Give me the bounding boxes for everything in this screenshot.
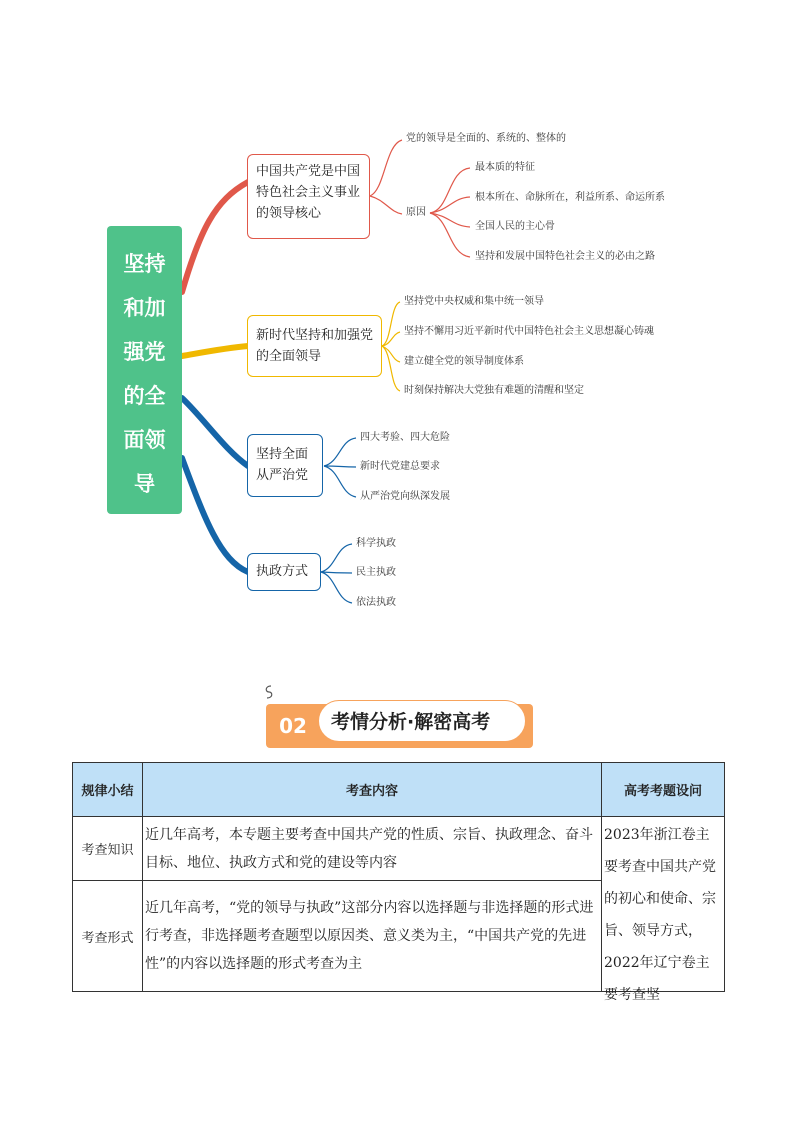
topic-strict-governance: 坚持全面从严治党 [247,434,323,497]
row-label: 考查形式 [73,881,143,992]
table-header-row [73,763,725,817]
leaf: 最本质的特征 [475,162,535,173]
section-title: 考情分析·解密高考 [331,711,491,733]
exam-question-text: 2023年浙江卷主要考查中国共产党的初心和使命、宗旨、领导方式，2022年辽宁卷主要考查坚 [602,817,725,992]
row-label: 考查知识 [73,817,143,881]
leaf: 坚持党中央权威和集中统一领导 [404,296,544,307]
branch-1 [182,182,248,292]
row-content: 近几年高考，本专题主要考查中国共产党的性质、宗旨、执政理念、奋斗目标、地位、执政方式和党的建设等内容 [143,817,602,881]
exam-analysis-table [72,762,725,1003]
leaf: 从严治党向纵深发展 [360,491,450,502]
branch-4 [182,458,248,572]
leaf: 四大考验、四大危险 [360,432,450,443]
section-number: 02 [279,714,307,738]
leaf: 根本所在、命脉所在，利益所系、命运所系 [475,192,665,203]
leaf: 新时代党建总要求 [360,461,440,472]
leaf: 全国人民的主心骨 [475,221,555,232]
header-summary: 规律小结 [73,763,143,817]
row-content: 近几年高考，“党的领导与执政”这部分内容以选择题与非选择题的形式进行考查，非选择题考查题型以原因类、意义类为主，“中国共产党的先进性”的内容以选择题的形式考查为主 [143,881,602,992]
table-row [73,817,725,881]
leaf: 建立健全党的领导制度体系 [404,356,524,367]
leaf: 党的领导是全面的、系统的、整体的 [406,133,566,144]
leaf: 坚持和发展中国特色社会主义的必由之路 [475,251,655,262]
topic-new-era-leadership: 新时代坚持和加强党的全面领导 [247,315,382,377]
leaf: 科学执政 [356,538,396,549]
leaf: 坚持不懈用习近平新时代中国特色社会主义思想凝心铸魂 [404,326,654,337]
leaf: 民主执政 [356,567,396,578]
leaf-reason: 原因 [406,207,426,218]
branch-2 [182,346,248,356]
topic-governing-mode: 执政方式 [247,553,321,591]
banner-title-pill [318,700,526,742]
topic-party-core: 中国共产党是中国特色社会主义事业的领导核心 [247,154,370,239]
header-content: 考查内容 [143,763,602,817]
branch-3 [182,398,248,466]
leaf: 时刻保持解决大党独有难题的清醒和坚定 [404,385,584,396]
leaf: 依法执政 [356,597,396,608]
header-questions: 高考考题设问 [602,763,725,817]
section-banner [266,700,533,748]
mindmap-root: 坚持和加强党的全面领导 [107,226,182,514]
